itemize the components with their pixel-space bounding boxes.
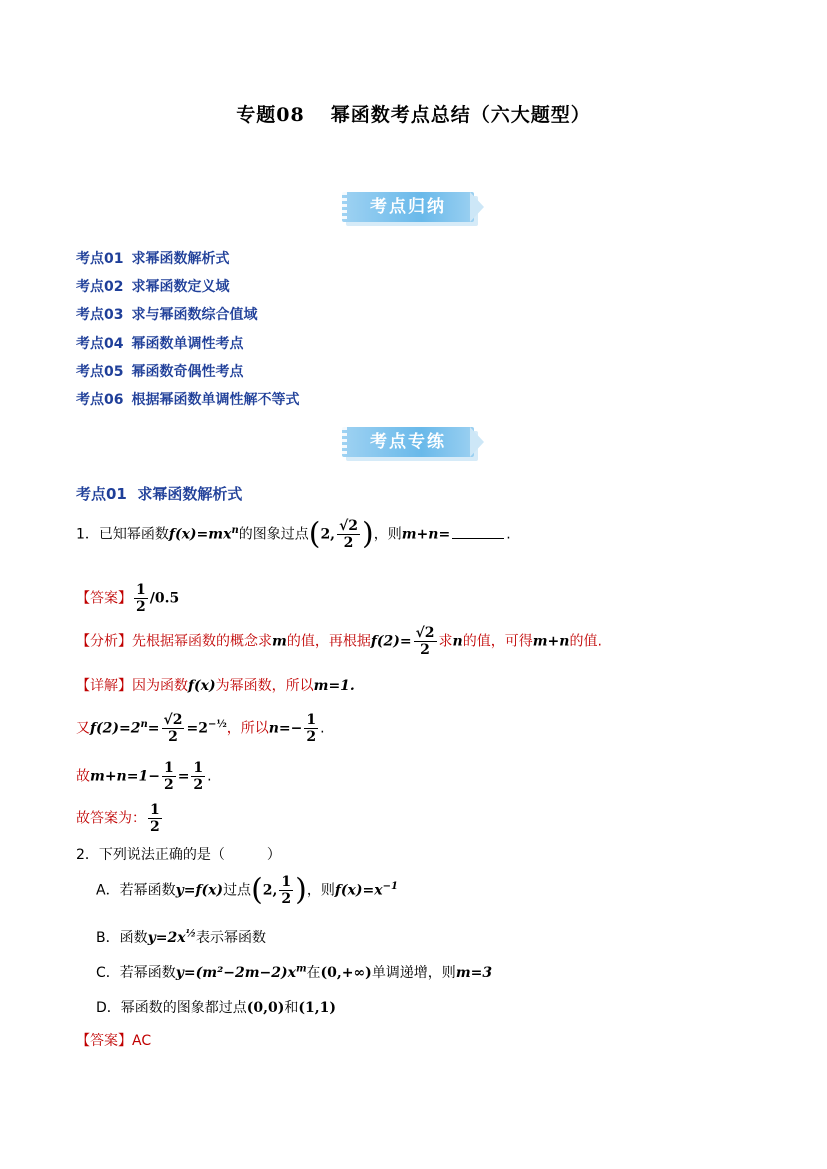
option-d[interactable]: [96, 997, 336, 1017]
option-result: f(x)=x: [334, 882, 383, 899]
option-frac: $\frac{1}{2}$: [281, 874, 292, 907]
q1-mid: 的图象过点: [238, 526, 309, 543]
detail-expr: f(2)=2: [90, 720, 141, 737]
detail-pow: 2: [198, 720, 208, 737]
option-interval: (0,+∞): [320, 965, 372, 981]
banner-practice: [338, 423, 488, 463]
banner-summary: [338, 188, 488, 228]
q2-stem: 2．下列说法正确的是（ ）: [76, 847, 281, 863]
option-text: 单调递增，则: [371, 965, 456, 981]
q1-func: f(x)=mx: [168, 526, 232, 543]
detail-text: 为幂函数，所以: [215, 678, 314, 694]
section-label: 求幂函数解析式: [137, 485, 243, 503]
toc-label: 幂函数单调性考点: [131, 336, 244, 352]
detail-text: 故: [76, 768, 90, 785]
option-point: (1,1): [298, 1000, 336, 1016]
toc-label: 求幂函数解析式: [131, 251, 230, 267]
option-point: (0,0): [246, 1000, 285, 1016]
analysis-tag: 【分析】: [76, 633, 132, 650]
toc-label: 求幂函数定义域: [131, 279, 230, 295]
detail-tag: 【详解】: [76, 678, 132, 694]
section-num: 考点01: [76, 485, 127, 503]
answer-1: [76, 582, 179, 615]
option-expr: y=2x: [147, 930, 186, 946]
toc-item[interactable]: [76, 276, 229, 296]
q1-prefix: 1．已知幂函数: [76, 526, 169, 543]
question-1: 1．已知幂函数$f(x)=mx^n$的图象过点(2, $\frac{√2}{2}$ )，则m+n= .: [76, 516, 511, 552]
banner-practice-label: 考点专练: [370, 432, 446, 452]
answer-frac: $\frac{1}{2}$: [136, 582, 146, 615]
q1-exp: n: [231, 524, 239, 536]
answer-tag: 【答案】: [76, 590, 132, 607]
detail-result: n=−: [268, 720, 303, 737]
option-text: A．若幂函数: [96, 882, 176, 899]
toc-label: 根据幂函数单调性解不等式: [131, 392, 300, 408]
toc-label: 幂函数奇偶性考点: [131, 364, 244, 380]
analysis-text: 的值，再根据: [286, 633, 371, 650]
answer-tail: /0.5: [149, 590, 180, 607]
detail-frac: $\frac{1}{2}$: [193, 760, 204, 793]
final-answer: [76, 802, 164, 835]
analysis-var-m: m: [272, 633, 287, 650]
analysis-expr: f(2)=: [370, 633, 412, 650]
detail-result: m=1.: [313, 678, 355, 694]
analysis-text: 求: [438, 633, 453, 650]
toc-label: 求与幂函数综合值域: [131, 307, 258, 323]
final-frac: $\frac{1}{2}$: [150, 802, 160, 835]
toc-num: 考点02: [76, 279, 124, 295]
option-text: ，则: [306, 882, 335, 899]
q1-point-x: 2,: [320, 526, 336, 543]
toc-num: 考点03: [76, 307, 124, 323]
option-expr: y=(m²−2m−2)x: [175, 965, 296, 981]
detail-frac: $\frac{1}{2}$: [163, 760, 174, 793]
option-text: B．函数: [96, 930, 148, 946]
option-point-x: 2,: [262, 882, 278, 899]
analysis-text: 的值，可得: [462, 633, 533, 650]
title-prefix: 专题08: [236, 104, 305, 126]
section-heading: [76, 483, 242, 504]
answer-blank: [452, 538, 504, 539]
toc-item[interactable]: [76, 304, 257, 324]
option-result: m=3: [455, 965, 493, 981]
option-exp: −1: [382, 880, 398, 892]
toc-item[interactable]: [76, 333, 243, 353]
detail-exp: n: [140, 718, 148, 730]
analysis: [76, 625, 602, 658]
detail-text: ，所以: [226, 720, 269, 737]
toc-num: 考点05: [76, 364, 124, 380]
question-2-stem: [76, 844, 281, 864]
title-main: 幂函数考点总结（六大题型）: [330, 104, 591, 126]
option-b[interactable]: [96, 927, 266, 947]
analysis-var-n: n: [452, 633, 463, 650]
q1-end: .: [506, 526, 511, 543]
detail-expr: f(x): [188, 678, 216, 694]
option-exp: m: [295, 963, 307, 975]
toc-num: 考点06: [76, 392, 124, 408]
option-text: 和: [284, 1000, 299, 1016]
option-exp: ½: [185, 928, 196, 940]
detail-line-1: [76, 675, 355, 695]
option-a[interactable]: A．若幂函数y=f(x)过点(2, $\frac{1}{2}$ )，则$f(x)=x^{-1}$: [96, 872, 398, 908]
final-text: 故答案为：: [76, 810, 146, 827]
toc-item[interactable]: [76, 361, 243, 381]
option-text: 过点: [223, 882, 252, 899]
detail-line-2: 又$f(2)=2^n=$ $\frac{√2}{2}$ $=2^{-\frac{1}{2}}$，所以n=− $\frac{1}{2}$ .: [76, 712, 325, 745]
option-text: D．幂函数的图象都过点: [96, 1000, 247, 1016]
answer-2: [76, 1030, 151, 1050]
option-expr: y=f(x): [175, 882, 224, 899]
option-text: C．若幂函数: [96, 965, 176, 981]
analysis-text: 先根据幂函数的概念求: [132, 633, 272, 650]
q1-ask-expr: m+n=: [401, 526, 451, 543]
q1-ask: ，则: [373, 526, 402, 543]
option-c[interactable]: [96, 962, 492, 982]
toc-item[interactable]: [76, 248, 229, 268]
detail-text: 又: [76, 720, 90, 737]
option-text: 在: [306, 965, 321, 981]
detail-expr: m+n=1−: [90, 768, 160, 785]
toc-item[interactable]: [76, 389, 299, 409]
toc-num: 考点01: [76, 251, 124, 267]
detail-eq: =: [177, 768, 190, 785]
option-text: 表示幂函数: [196, 930, 266, 946]
analysis-text: 的值.: [569, 633, 602, 650]
detail-line-3: 故m+n=1− $\frac{1}{2}$ = $\frac{1}{2}$ .: [76, 760, 212, 793]
toc-num: 考点04: [76, 336, 124, 352]
detail-frac: $\frac{√2}{2}$: [163, 712, 183, 745]
answer-tag: 【答案】: [76, 1033, 132, 1049]
analysis-frac: $\frac{√2}{2}$: [415, 625, 435, 658]
q1-point-y: $\frac{√2}{2}$: [339, 518, 359, 551]
page-title: [0, 100, 827, 127]
detail-powexp: −½: [207, 718, 227, 730]
detail-frac: $\frac{1}{2}$: [306, 712, 317, 745]
detail-text: 因为函数: [132, 678, 188, 694]
banner-summary-label: 考点归纳: [370, 197, 446, 217]
analysis-var-mn: m+n: [532, 633, 570, 650]
answer-value: AC: [132, 1033, 152, 1049]
